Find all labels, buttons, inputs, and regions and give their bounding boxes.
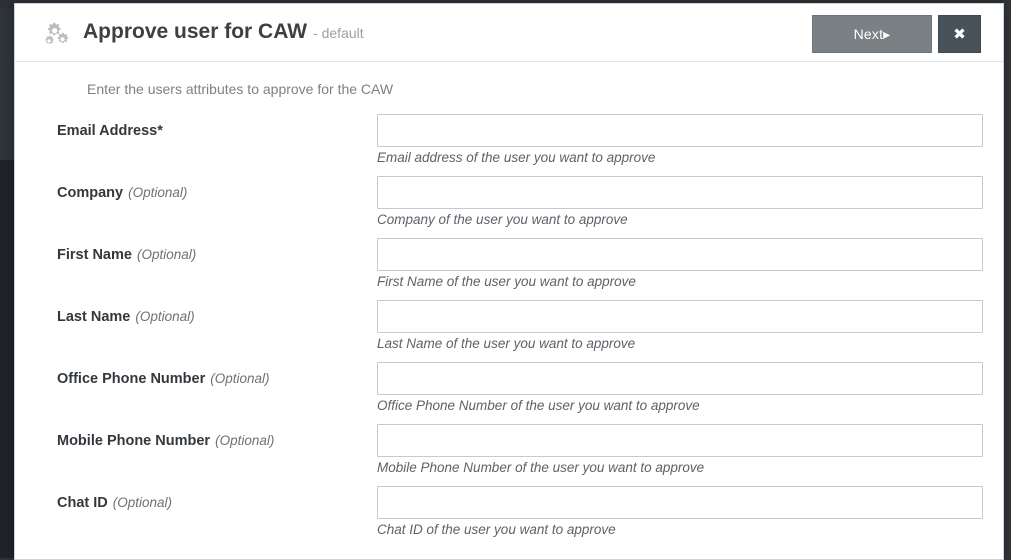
- dialog-header: [15, 4, 1003, 62]
- dialog-title-text: Approve user for CAW: [83, 20, 308, 43]
- approve-user-dialog: [14, 3, 1004, 560]
- gear-icon: [41, 20, 71, 48]
- label-mobile-phone-number: [57, 433, 274, 449]
- label-text: Last Name: [57, 309, 131, 325]
- help-email-address: Email address of the user you want to approve: [377, 150, 656, 165]
- help-chat-id: Chat ID of the user you want to approve: [377, 522, 616, 537]
- label-last-name: [57, 309, 195, 325]
- approve-user-form: [15, 114, 1003, 548]
- email-address-input[interactable]: [377, 114, 983, 147]
- help-first-name: First Name of the user you want to approve: [377, 274, 636, 289]
- label-text: Company: [57, 185, 124, 201]
- label-text: Mobile Phone Number: [57, 433, 211, 449]
- office-phone-number-input[interactable]: [377, 362, 983, 395]
- optional-marker: (Optional): [215, 433, 275, 448]
- label-text: First Name: [57, 247, 132, 263]
- label-text: Office Phone Number: [57, 371, 206, 387]
- instruction-text: Enter the users attributes to approve for the CAW: [87, 81, 394, 97]
- label-company: [57, 185, 187, 201]
- mobile-phone-number-input[interactable]: [377, 424, 983, 457]
- optional-marker: (Optional): [135, 309, 195, 324]
- form-row-first-name: [15, 238, 1003, 300]
- optional-marker: (Optional): [112, 495, 173, 510]
- next-button[interactable]: Next▸: [812, 15, 932, 53]
- form-row-last-name: [15, 300, 1003, 362]
- optional-marker: (Optional): [128, 185, 188, 200]
- label-text: Email Address: [57, 123, 158, 139]
- label-text: Chat ID: [57, 495, 108, 511]
- form-row-office-phone-number: [15, 362, 1003, 424]
- form-row-email-address: [15, 114, 1003, 176]
- first-name-input[interactable]: [377, 238, 983, 271]
- company-input[interactable]: [377, 176, 983, 209]
- help-mobile-phone-number: Mobile Phone Number of the user you want to approve: [377, 460, 705, 475]
- background-left-strip: [0, 160, 14, 558]
- form-row-mobile-phone-number: [15, 424, 1003, 486]
- dialog-subtitle: - default: [313, 25, 364, 41]
- optional-marker: (Optional): [136, 247, 197, 262]
- close-button[interactable]: ✖: [938, 15, 981, 53]
- dialog-body: [15, 62, 1003, 559]
- help-company: Company of the user you want to approve: [377, 212, 628, 227]
- required-marker: *: [157, 123, 163, 139]
- help-office-phone-number: Office Phone Number of the user you want to approve: [377, 398, 700, 413]
- label-chat-id: [57, 495, 172, 511]
- chat-id-input[interactable]: [377, 486, 983, 519]
- label-office-phone-number: [57, 371, 270, 387]
- form-row-company: [15, 176, 1003, 238]
- last-name-input[interactable]: [377, 300, 983, 333]
- optional-marker: (Optional): [210, 371, 270, 386]
- help-last-name: Last Name of the user you want to approve: [377, 336, 636, 351]
- label-email-address: [57, 123, 163, 139]
- label-first-name: [57, 247, 196, 263]
- form-row-chat-id: [15, 486, 1003, 548]
- dialog-title: [83, 20, 364, 44]
